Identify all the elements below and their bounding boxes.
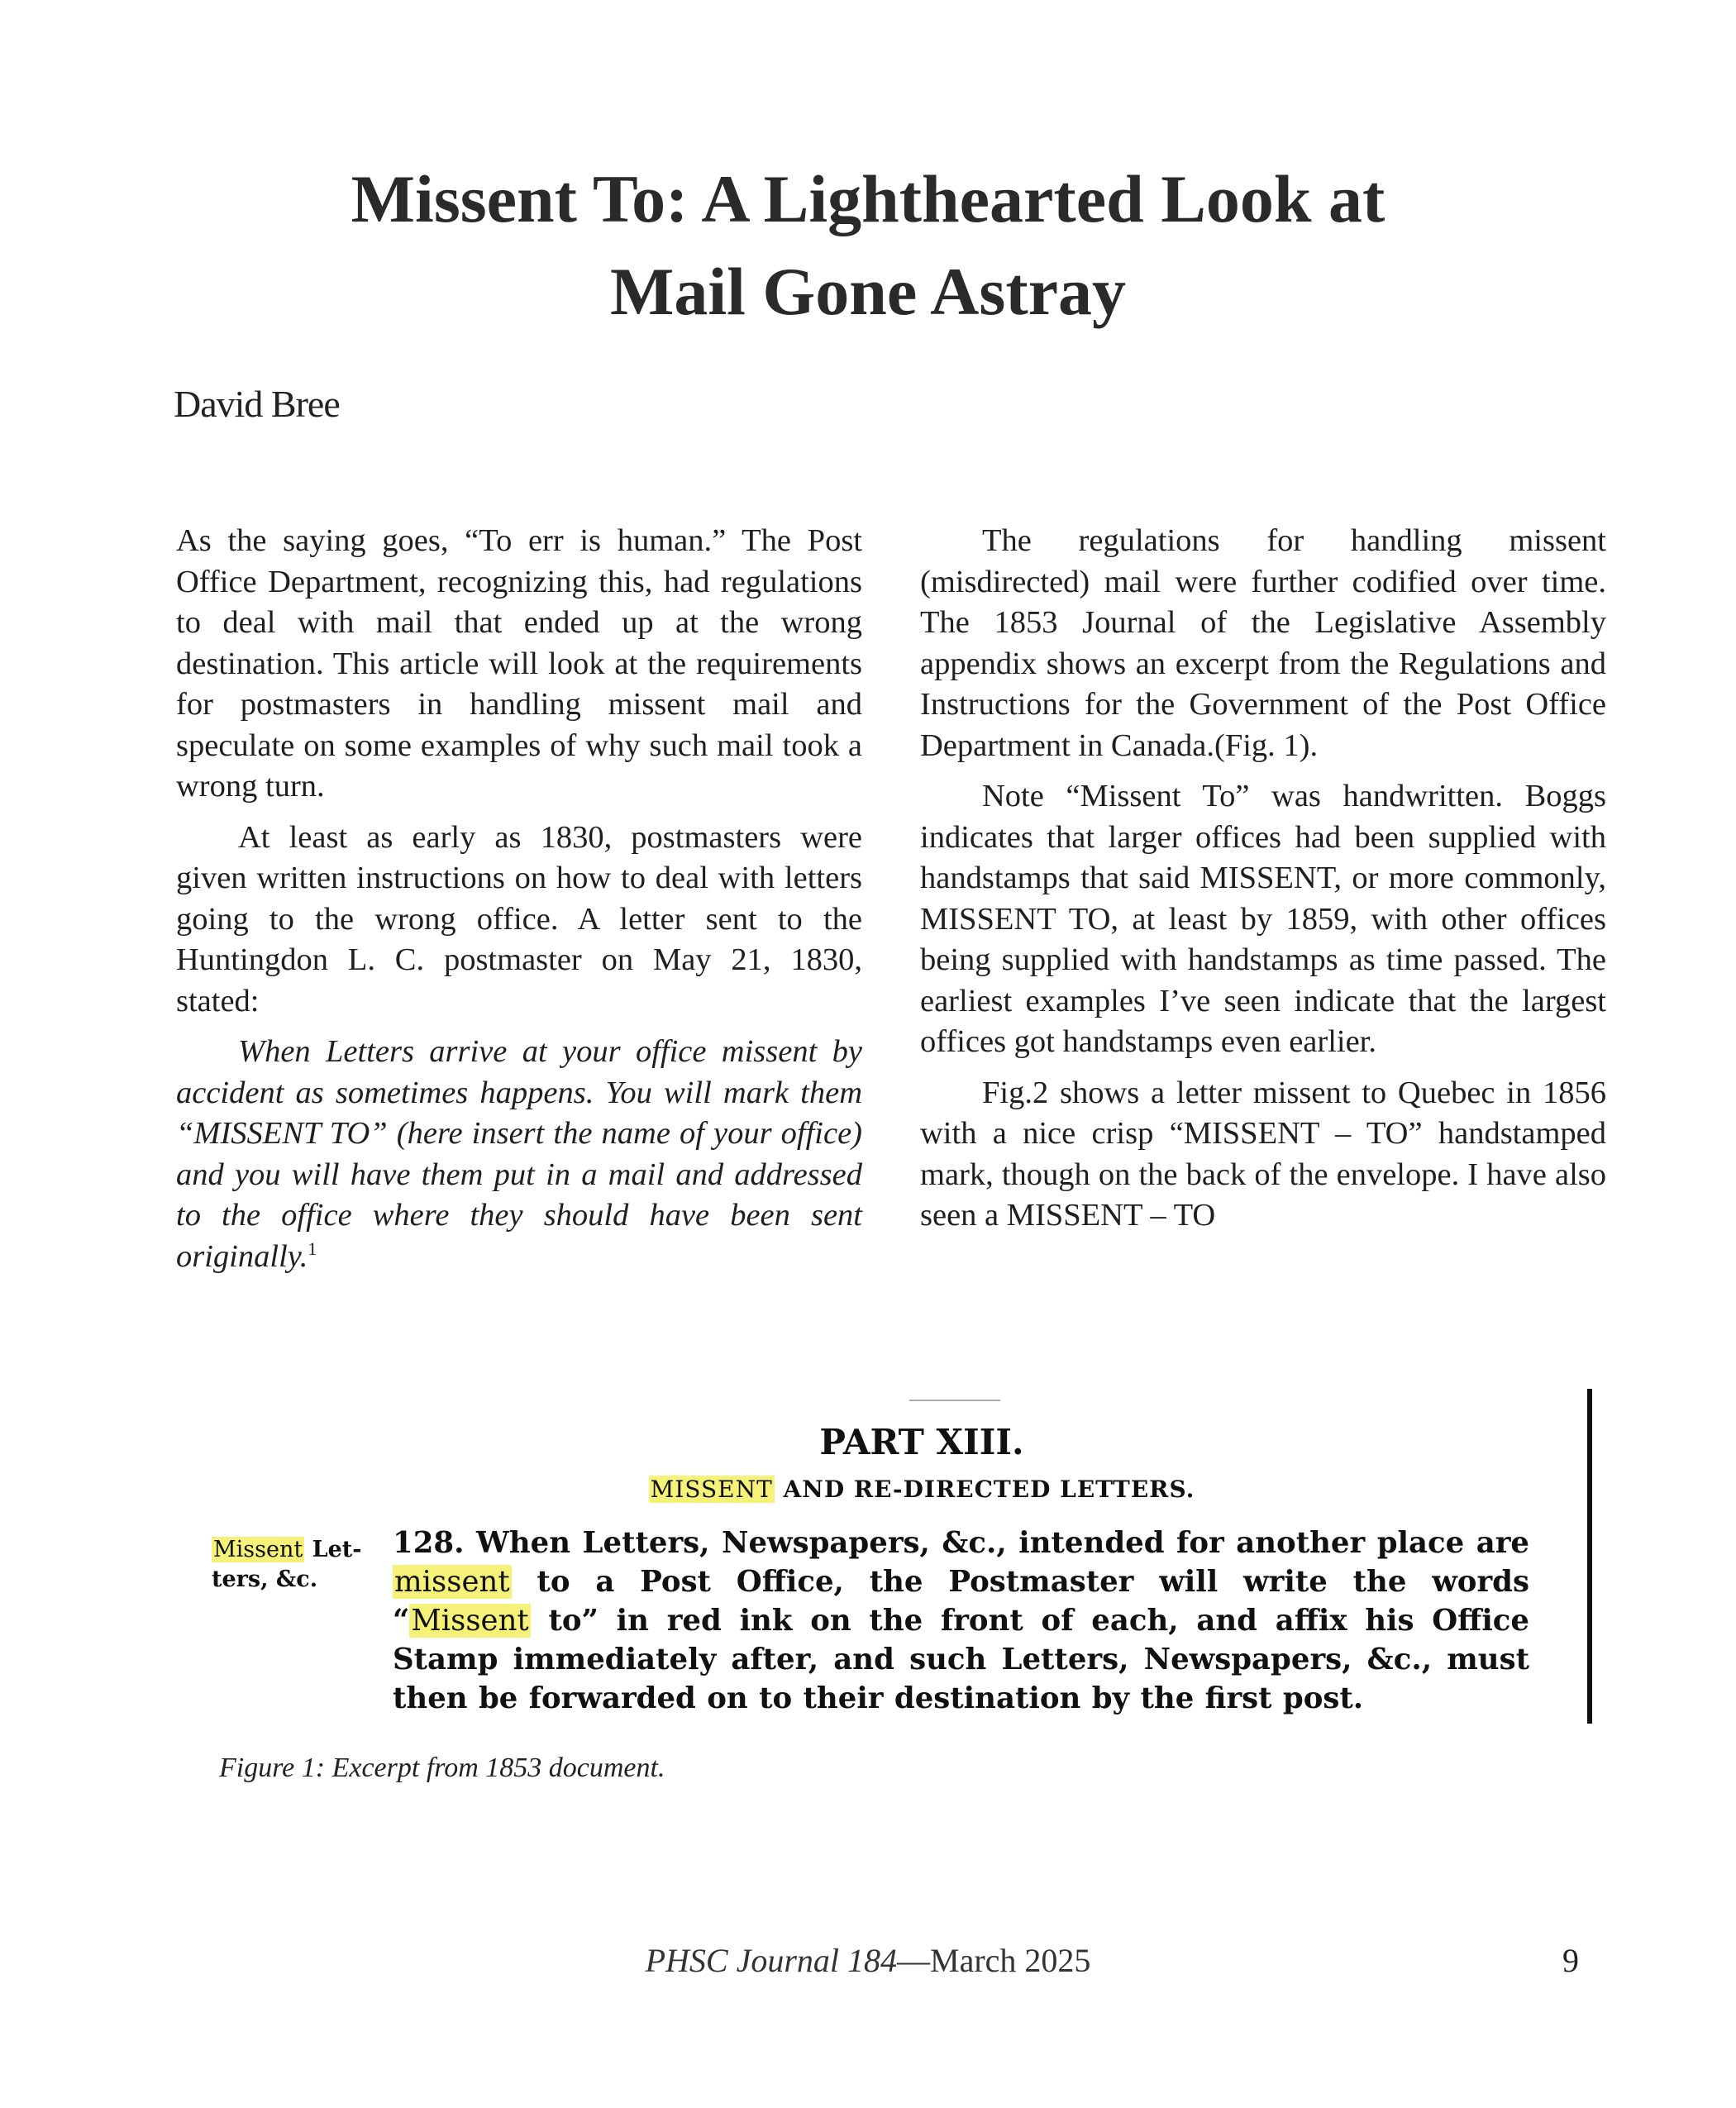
- figure-body-text: [393, 1524, 1529, 1718]
- left-paragraph-1: As the saying goes, “To err is human.” The Post Office Department, recognizing this, had regulations to deal with mail that ended up at the wrong destination. This article will look at the requirements for postmasters in handling missent mail and speculate on some examples of why such mail took a wrong turn.: [176, 523, 862, 804]
- figure-body-b: to a Post Office, the Postmaster will write the words “: [393, 1565, 1529, 1638]
- block-quote: [176, 1032, 862, 1277]
- page-number: 9: [1562, 1942, 1579, 1979]
- figure-body-c: to” in red ink on the front of each, and affix his Office Stamp immediately after, and such Letters, Newspapers, &c., must then be forwarded on to their destination by the first post.: [393, 1604, 1530, 1715]
- right-paragraph-1: The regulations for handling missent (misdirected) mail were further codified over time. The 1853 Journal of the Legislative Assembly appendix shows an excerpt from the Regulations and Instructions for the Government of the Post Office Department in Canada.(Fig. 1).: [920, 523, 1606, 763]
- article-title-line1: Missent To: A Lighthearted Look at: [351, 161, 1385, 236]
- figure-top-line: [909, 1400, 1000, 1401]
- journal-date: —March 2025: [897, 1942, 1091, 1979]
- margin-text-1: Let-: [312, 1537, 362, 1562]
- figure-part-heading: PART XIII.: [819, 1422, 1024, 1462]
- figure-highlight-missent-1: missent: [394, 1565, 510, 1599]
- right-column: [920, 521, 1606, 1237]
- right-paragraph-2: Note “Missent To” was handwritten. Boggs indicates that larger offices had been supplied with handstamps that said MISSENT, or more commonly, MISSENT TO, at least by 1859, with other offices being supplied with handstamps as time passed. The earliest examples I’ve seen indicate that the largest offices got handstamps even earlier.: [920, 779, 1606, 1059]
- quote-text: When Letters arrive at your office missent by accident as sometimes happens. You will mark them “MISSENT TO” (here insert the name of your office) and you will have them put in a mail and addressed to the office where they should have been sent originally.: [176, 1034, 862, 1274]
- figure-subheading-rest: AND RE-DIRECTED LETTERS.: [783, 1476, 1195, 1503]
- article-title: [0, 153, 1736, 338]
- footer-journal: [0, 1941, 1736, 1980]
- footnote-marker: 1: [308, 1238, 317, 1259]
- author-name: David Bree: [174, 383, 340, 425]
- figure-margin-note: [212, 1535, 361, 1595]
- margin-text-2: ters, &c.: [212, 1567, 318, 1592]
- figure-highlight-missent-2: Missent: [411, 1604, 529, 1638]
- margin-highlight: Missent: [213, 1537, 303, 1562]
- journal-name: PHSC Journal 184: [645, 1942, 898, 1979]
- right-paragraph-3: Fig.2 shows a letter missent to Quebec in 1856 with a nice crisp “MISSENT – TO” handstamped mark, though on the back of the envelope. I have also seen a MISSENT – TO: [920, 1075, 1606, 1233]
- figure-subheading-highlight: MISSENT: [650, 1476, 773, 1503]
- left-column: [176, 521, 862, 1277]
- left-paragraph-2: At least as early as 1830, postmasters were given written instructions on how to deal with letters going to the wrong office. A letter sent to the Huntingdon L. C. postmaster on May 21, 1830, stated:: [176, 819, 862, 1018]
- figure-body-a: 128. When Letters, Newspapers, &c., intended for another place are: [393, 1526, 1529, 1560]
- figure-subheading: [198, 1476, 1645, 1503]
- figure-vertical-rule: [1587, 1389, 1592, 1724]
- figure-1-excerpt: [198, 1389, 1604, 1736]
- figure-caption: Figure 1: Excerpt from 1853 document.: [219, 1753, 665, 1783]
- article-title-line2: Mail Gone Astray: [609, 254, 1127, 329]
